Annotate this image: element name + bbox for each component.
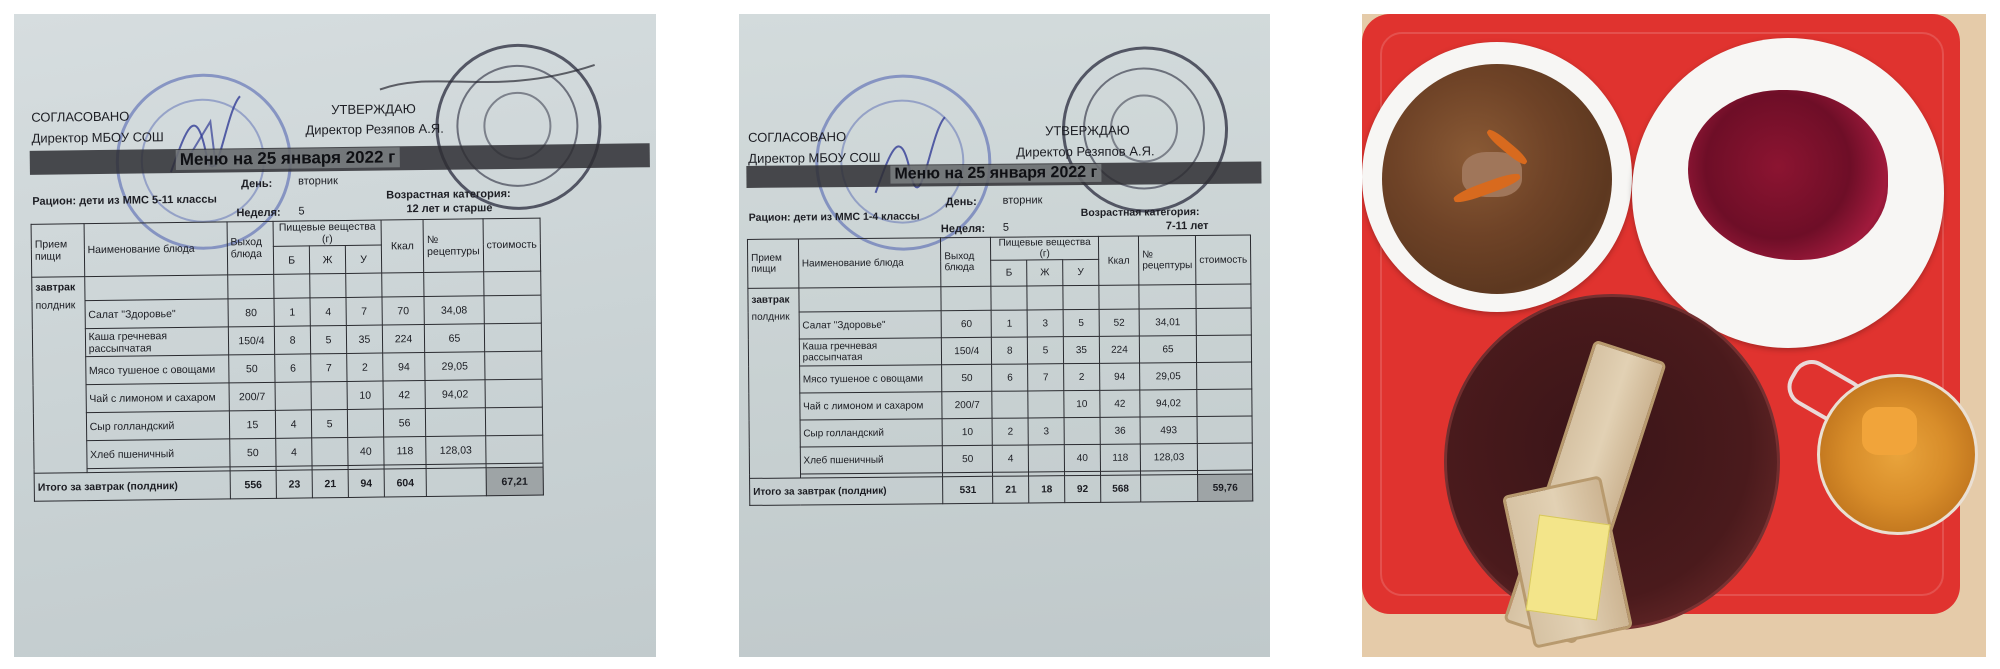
lunch-tray-photo bbox=[1362, 14, 1986, 657]
age-value: 7-11 лет bbox=[1165, 219, 1209, 233]
col-recipe: № рецептуры bbox=[423, 219, 483, 273]
col-output: Выход блюда bbox=[941, 237, 992, 286]
day-label: День: bbox=[945, 195, 977, 209]
page-title: Меню на 25 января 2022 г bbox=[176, 147, 400, 170]
col-kcal: Ккал bbox=[1098, 236, 1139, 285]
approve-label: УТВЕРЖДАЮ bbox=[1044, 122, 1130, 139]
col-u: У bbox=[345, 245, 381, 273]
week-value: 5 bbox=[298, 205, 305, 218]
col-u: У bbox=[1063, 259, 1099, 285]
meal-cell bbox=[748, 288, 800, 478]
approve-label: УТВЕРЖДАЮ bbox=[331, 101, 416, 118]
table-row: Мясо тушеное с овощами 50 6 7 2 94 29,05 bbox=[749, 362, 1252, 393]
table-row: Каша гречневая рассыпчатая 150/4 8 5 35 224 65 bbox=[32, 323, 541, 357]
ration-label: Рацион: дети из МMC 1-4 классы bbox=[748, 210, 920, 224]
table-row: Хлеб пшеничный 50 4 40 118 128,03 bbox=[34, 435, 543, 469]
week-label: Неделя: bbox=[236, 206, 281, 220]
vinaigrette-plate bbox=[1632, 38, 1944, 348]
age-value: 12 лет и старше bbox=[406, 202, 493, 216]
table-row: Сыр голландский 15 4 5 56 bbox=[33, 407, 542, 441]
lemon-slice bbox=[1862, 407, 1917, 455]
col-meal: Прием пищи bbox=[31, 224, 84, 278]
col-meal: Прием пищи bbox=[747, 239, 798, 288]
table-row: Салат "Здоровье" 60 1 3 5 52 34,01 bbox=[748, 308, 1251, 339]
beet-salad bbox=[1688, 90, 1888, 260]
table-row: Мясо тушеное с овощами 50 6 7 2 94 29,05 bbox=[33, 351, 542, 385]
week-label: Неделя: bbox=[940, 222, 986, 236]
director-name: Директор Резяпов А.Я. bbox=[305, 120, 444, 138]
col-kcal: Ккал bbox=[381, 220, 424, 274]
col-dish: Наименование блюда bbox=[84, 222, 228, 277]
col-zh: Ж bbox=[1027, 260, 1063, 286]
menu-table bbox=[747, 235, 1253, 506]
table-row: Чай с лимоном и сахаром 200/7 10 42 94,02 bbox=[749, 389, 1252, 420]
day-value: вторник bbox=[297, 175, 338, 188]
col-cost: стоимость bbox=[1196, 235, 1251, 284]
table-row: Хлеб пшеничный 50 4 40 118 128,03 bbox=[749, 443, 1252, 474]
meal-snack: полдник bbox=[751, 311, 790, 323]
col-dish: Наименование блюда bbox=[798, 238, 941, 288]
age-label: Возрастная категория: bbox=[386, 187, 511, 202]
col-b: Б bbox=[991, 260, 1027, 286]
meal-breakfast: завтрак bbox=[35, 281, 76, 294]
agreed-label: СОГЛАСОВАНО bbox=[31, 108, 130, 125]
col-cost: стоимость bbox=[483, 218, 541, 272]
signature-scribble bbox=[870, 112, 951, 203]
total-cost: 67,21 bbox=[486, 467, 544, 496]
col-output: Выход блюда bbox=[227, 221, 274, 275]
col-nutrients: Пищевые вещества (г) bbox=[991, 236, 1099, 260]
week-value: 5 bbox=[1002, 221, 1010, 234]
agreed-label: СОГЛАСОВАНО bbox=[748, 129, 847, 145]
page-title: Меню на 25 января 2022 г bbox=[890, 164, 1101, 184]
director-school: Директор МБОУ СОШ bbox=[748, 149, 881, 166]
cheese-slice bbox=[1526, 514, 1611, 620]
col-nutrients: Пищевые вещества (г) bbox=[273, 220, 381, 246]
menu-document-grades-1-4 bbox=[739, 14, 1270, 657]
director-name: Директор Резяпов А.Я. bbox=[1016, 143, 1155, 160]
col-zh: Ж bbox=[309, 245, 345, 273]
table-row: Сыр голландский 10 2 3 36 493 bbox=[749, 416, 1252, 447]
meal-breakfast: завтрак bbox=[751, 294, 790, 306]
meal-snack: полдник bbox=[35, 299, 76, 312]
day-label: День: bbox=[241, 177, 273, 191]
col-b: Б bbox=[274, 246, 310, 274]
ration-label: Рацион: дети из МMC 5-11 классы bbox=[32, 193, 217, 208]
col-recipe: № рецептуры bbox=[1139, 236, 1196, 285]
buckwheat-plate bbox=[1362, 42, 1632, 312]
table-row: Каша гречневая рассыпчатая 150/4 8 5 35 224 65 bbox=[748, 335, 1251, 366]
day-value: вторник bbox=[1002, 194, 1043, 207]
menu-document-grades-5-11 bbox=[14, 14, 656, 657]
table-row: Чай с лимоном и сахаром 200/7 10 42 94,02 bbox=[33, 379, 542, 413]
meal-cell bbox=[32, 277, 87, 474]
total-row: Итого за завтрак (полдник) 556 23 21 94 604 67,21 bbox=[34, 467, 543, 501]
age-label: Возрастная категория: bbox=[1080, 205, 1200, 220]
total-row: Итого за завтрак (полдник) 531 21 18 92 568 59,76 bbox=[750, 474, 1253, 505]
table-row: Салат "Здоровье" 80 1 4 7 70 34,08 bbox=[32, 295, 541, 329]
director-school: Директор МБОУ СОШ bbox=[31, 129, 164, 146]
total-cost: 59,76 bbox=[1198, 474, 1253, 501]
tea-cup bbox=[1817, 374, 1978, 535]
menu-table bbox=[31, 218, 544, 502]
